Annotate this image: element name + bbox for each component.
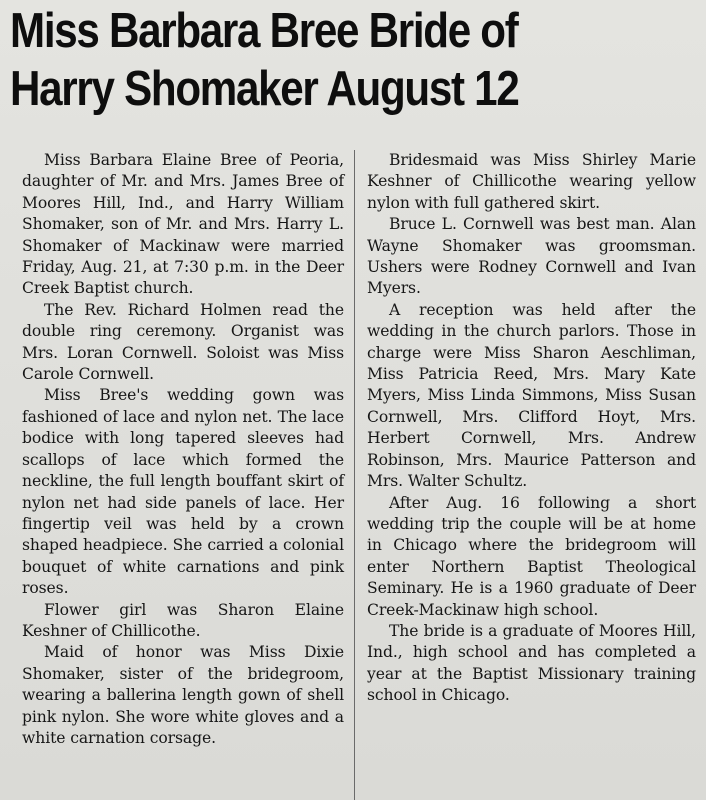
paragraph: A reception was held after the wedding in the church parlors. Those in charge were Miss Sharon Aeschliman, Miss Patricia Reed, Mrs. Mary Kate Myers, Miss Linda Simmons, Miss Susan Cornwell, Mrs. Clifford Hoyt, Mrs. Herbert Cornwell, Mrs. Andrew Robinson, Mrs. Maurice Patterson and Mrs. Walter Schultz. [367, 300, 696, 491]
article-body [10, 150, 698, 800]
left-column [10, 150, 354, 800]
paragraph: Bruce L. Cornwell was best man. Alan Wayne Shomaker was groomsman. Ushers were Rodney Cornwell and Ivan Myers. [367, 215, 696, 298]
headline-line-1: Miss Barbara Bree Bride of [10, 4, 518, 58]
paragraph: Bridesmaid was Miss Shirley Marie Keshner of Chillicothe wearing yellow nylon with full gathered skirt. [367, 151, 696, 212]
right-column [354, 150, 698, 800]
paragraph: Flower girl was Sharon Elaine Keshner of Chillicothe. [22, 600, 344, 640]
paragraph: After Aug. 16 following a short wedding trip the couple will be at home in Chicago where the bridegroom will enter Northern Baptist Theological Seminary. He is a 1960 graduate of Deer Creek-Mackinaw high school. [367, 493, 696, 619]
headline [10, 0, 600, 118]
paragraph: Miss Barbara Elaine Bree of Peoria, daughter of Mr. and Mrs. James Bree of Moores Hill, Ind., and Harry William Shomaker, son of Mr. and Mrs. Harry L. Shomaker of Mackinaw were married Friday, Aug. 21, at 7:30 p.m. in the Deer Creek Baptist church. [22, 151, 344, 298]
paragraph: The Rev. Richard Holmen read the double ring ceremony. Organist was Mrs. Loran Cornwell. Soloist was Miss Carole Cornwell. [22, 300, 344, 384]
paragraph: Maid of honor was Miss Dixie Shomaker, sister of the bridegroom, wearing a ballerina length gown of shell pink nylon. She wore white gloves and a white carnation corsage. [22, 643, 344, 747]
paragraph: Miss Bree's wedding gown was fashioned of lace and nylon net. The lace bodice with long tapered sleeves had scallops of lace which formed the neckline, the full length bouffant skirt of nylon net had side panels of lace. Her fingertip veil was held by a crown shaped headpiece. She carried a colonial bouquet of white carnations and pink roses. [22, 386, 344, 598]
paragraph: The bride is a graduate of Moores Hill, Ind., high school and has completed a year at the Baptist Missionary training school in Chicago. [367, 621, 696, 705]
headline-line-2: Harry Shomaker August 12 [10, 62, 519, 116]
